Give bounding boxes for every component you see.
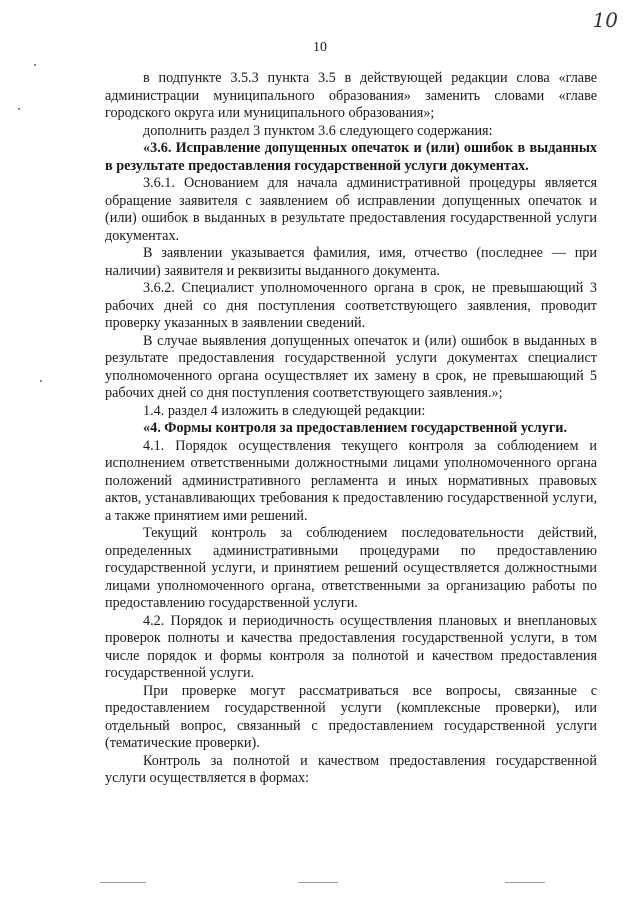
section-heading: «3.6. Исправление допущенных опечаток и (или) ошибок в выданных в результате предоставления государственной услуги документах. <box>105 140 597 174</box>
footer-rule <box>298 882 338 883</box>
paragraph: 4.1. Порядок осуществления текущего контроля за соблюдением и исполнением ответственными должностными лицами уполномоченного органа положений административного регламента и иных нормативных правовых актов, устанавливающих требования к предоставлению государственной услуги, а также принятием ими решений. <box>105 437 597 524</box>
paragraph: 3.6.1. Основанием для начала административной процедуры является обращение заявителя с заявлением об исправлении допущенных опечаток и (или) ошибок в выданных в результате предоставления государственной услуги документах. <box>105 175 597 244</box>
paragraph: При проверке могут рассматриваться все вопросы, связанные с предоставлением государственной услуги (комплексные проверки), или отдельный вопрос, связанный с предоставлением государственной услуги (тематические проверки). <box>105 682 597 751</box>
paragraph: 4.2. Порядок и периодичность осуществления плановых и внеплановых проверок полноты и качества предоставления государственной услуги, в том числе порядок и формы контроля за полнотой и качеством предоставления государственной услуги. <box>105 612 597 681</box>
handwritten-page-number: 10 <box>592 8 618 32</box>
paragraph: Контроль за полнотой и качеством предоставления государственной услуги осуществляется в формах: <box>105 752 597 786</box>
scan-mark <box>18 108 20 110</box>
section-heading: «4. Формы контроля за предоставлением государственной услуги. <box>143 420 568 436</box>
paragraph: В случае выявления допущенных опечаток и (или) ошибок в выданных в результате предоставления государственной услуги документах специалист уполномоченного органа осуществляет их замену в срок, не превышающий 5 рабочих дней со дня поступления соответствующего заявления.»; <box>105 332 597 401</box>
paragraph: В заявлении указывается фамилия, имя, отчество (последнее — при наличии) заявителя и реквизиты выданного документа. <box>105 245 597 279</box>
scan-mark <box>40 380 42 382</box>
footer-rule <box>100 882 146 883</box>
paragraph: дополнить раздел 3 пунктом 3.6 следующего содержания: <box>143 122 493 139</box>
paragraph: Текущий контроль за соблюдением последовательности действий, определенных административными процедурами по предоставлению государственной услуги, и принятием решений осуществляется должностными лицами уполномоченного органа, ответственными за организацию работы по предоставлению государственной услуги. <box>105 525 597 611</box>
paragraph: 1.4. раздел 4 изложить в следующей редакции: <box>143 402 426 419</box>
scan-mark <box>34 64 36 66</box>
paragraph: в подпункте 3.5.3 пункта 3.5 в действующей редакции слова «главе администрации муниципального образования» заменить словами «главе городского округа или муниципального образования»; <box>105 70 597 121</box>
footer-rule <box>505 882 545 883</box>
paragraph: 3.6.2. Специалист уполномоченного органа в срок, не превышающий 3 рабочих дней со дня поступления соответствующего заявления, проводит проверку указанных в заявлении сведений. <box>105 280 597 331</box>
page-number: 10 <box>313 40 327 55</box>
document-body <box>105 70 597 788</box>
